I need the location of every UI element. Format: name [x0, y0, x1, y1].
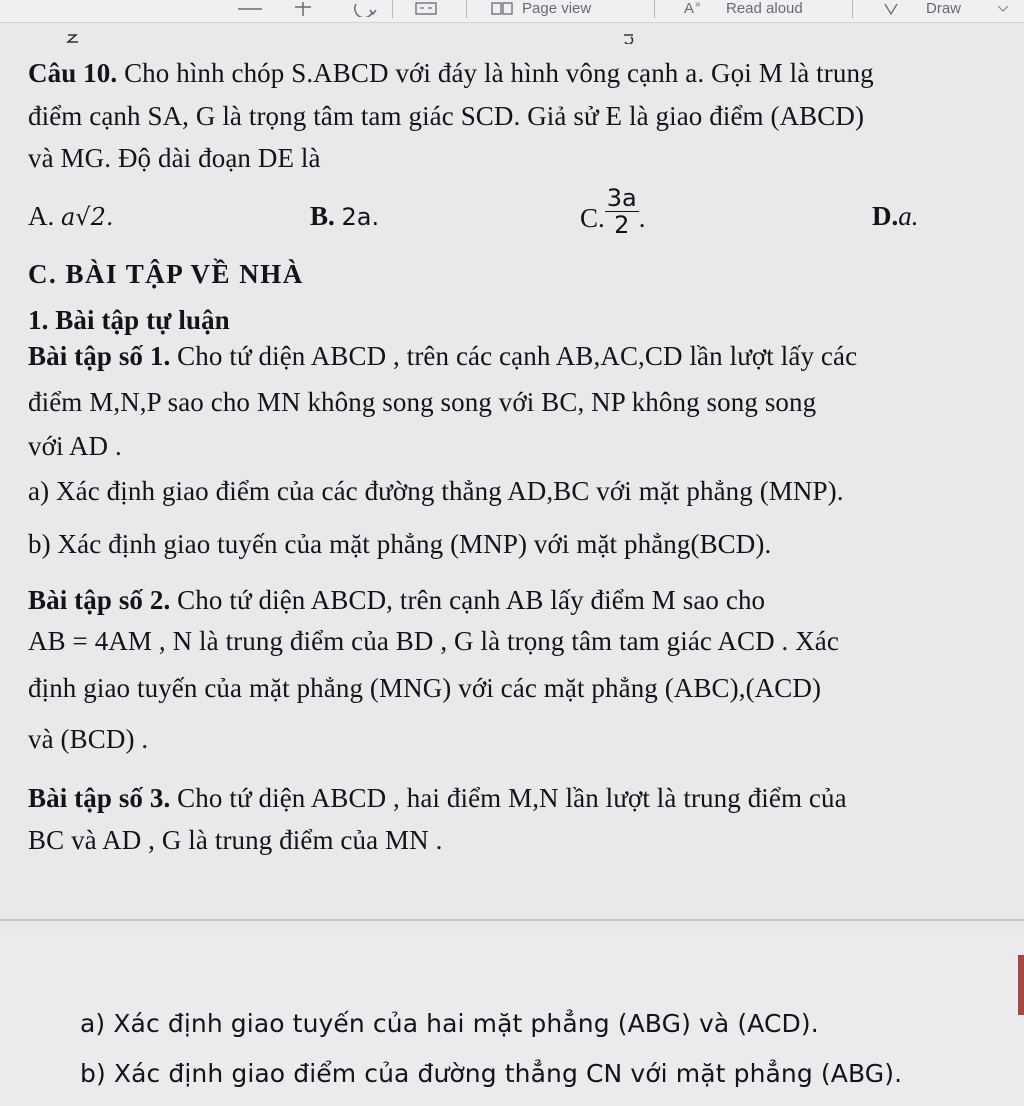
draw-icon — [882, 2, 900, 16]
exercise-1-line-3: với AD . — [28, 431, 122, 461]
page-view-button[interactable] — [490, 0, 591, 18]
option-c: C. $\frac{3a}{2}$ . — [580, 184, 646, 239]
question-10-line-2: điểm cạnh SA, G là trọng tâm tam giác SCD. Giả sử E là giao điểm (ABCD) — [28, 101, 865, 131]
text-size-icon[interactable]: A » — [684, 0, 701, 17]
plus-icon[interactable] — [292, 0, 314, 18]
option-a: A. a√2. — [28, 201, 114, 231]
question-10-prefix: Câu 10. — [28, 58, 118, 88]
question-10-line-1: Câu 10. Cho hình chóp S.ABCD với đáy là hình vông cạnh a. Gọi M là trung — [28, 58, 874, 88]
exercise-2-line-3: định giao tuyến của mặt phẳng (MNG) với các mặt phẳng (ABC),(ACD) — [28, 673, 822, 703]
rotate-icon[interactable] — [352, 0, 380, 18]
document-page — [0, 23, 1024, 1106]
draw-label: Draw — [926, 0, 962, 17]
exercise-2-line-4: và (BCD) . — [28, 724, 149, 754]
exercise-3-part-a: a) Xác định giao tuyến của hai mặt phẳng (ABG) và (ACD). — [80, 1009, 819, 1038]
exercise-3-line-2: BC và AD , G là trung điểm của MN . — [28, 825, 443, 855]
exercise-2-line-2: AB = 4AM , N là trung điểm của BD , G là trọng tâm tam giác ACD . Xác — [28, 626, 839, 656]
exercise-1-line-1: Bài tập số 1. Cho tứ diện ABCD , trên các cạnh AB,AC,CD lần lượt lấy các — [28, 341, 858, 371]
fraction-3a-over-2: $\frac{3a}{2}$ — [606, 184, 637, 239]
exercise-3-part-b: b) Xác định giao điểm của đường thẳng CN với mặt phẳng (ABG). — [80, 1059, 903, 1088]
cutoff-mark — [66, 27, 80, 50]
exercise-3-line-1: Bài tập số 3. Cho tứ diện ABCD , hai điểm M,N lần lượt là trung điểm của — [28, 783, 847, 813]
subsection-1-title: 1. Bài tập tự luận — [28, 305, 230, 335]
exercise-1-part-a: a) Xác định giao điểm của các đường thẳng AD,BC với mặt phẳng (MNP). — [28, 476, 844, 506]
exercise-1-part-b: b) Xác định giao tuyến của mặt phẳng (MNP) với mặt phẳng(BCD). — [28, 529, 772, 559]
page-view-icon — [490, 2, 516, 16]
exercise-1-line-2: điểm M,N,P sao cho MN không song song với BC, NP không song song — [28, 387, 817, 417]
option-d: D.a. — [872, 201, 919, 231]
page-view-label: Page view — [522, 0, 592, 17]
read-aloud-button[interactable] — [726, 0, 803, 18]
read-aloud-label: Read aloud — [726, 0, 803, 17]
draw-button[interactable] — [882, 0, 961, 18]
exercise-1-prefix: Bài tập số 1. — [28, 341, 171, 371]
fit-width-icon[interactable] — [414, 0, 438, 18]
chevron-down-icon[interactable] — [996, 0, 1010, 18]
page-break-line — [0, 919, 1024, 921]
section-c-title: C. BÀI TẬP VỀ NHÀ — [28, 259, 304, 289]
exercise-2-prefix: Bài tập số 2. — [28, 585, 171, 615]
exercise-2-line-1: Bài tập số 2. Cho tứ diện ABCD, trên cạnh AB lấy điểm M sao cho — [28, 585, 766, 615]
cutoff-mark — [622, 27, 636, 50]
option-b: B. 2a. — [310, 201, 380, 231]
minus-icon[interactable] — [236, 0, 264, 18]
reader-toolbar — [0, 0, 1024, 23]
exercise-3-prefix: Bài tập số 3. — [28, 783, 171, 813]
red-edge — [1018, 955, 1024, 1015]
question-10-line-3: và MG. Độ dài đoạn DE là — [28, 143, 321, 173]
